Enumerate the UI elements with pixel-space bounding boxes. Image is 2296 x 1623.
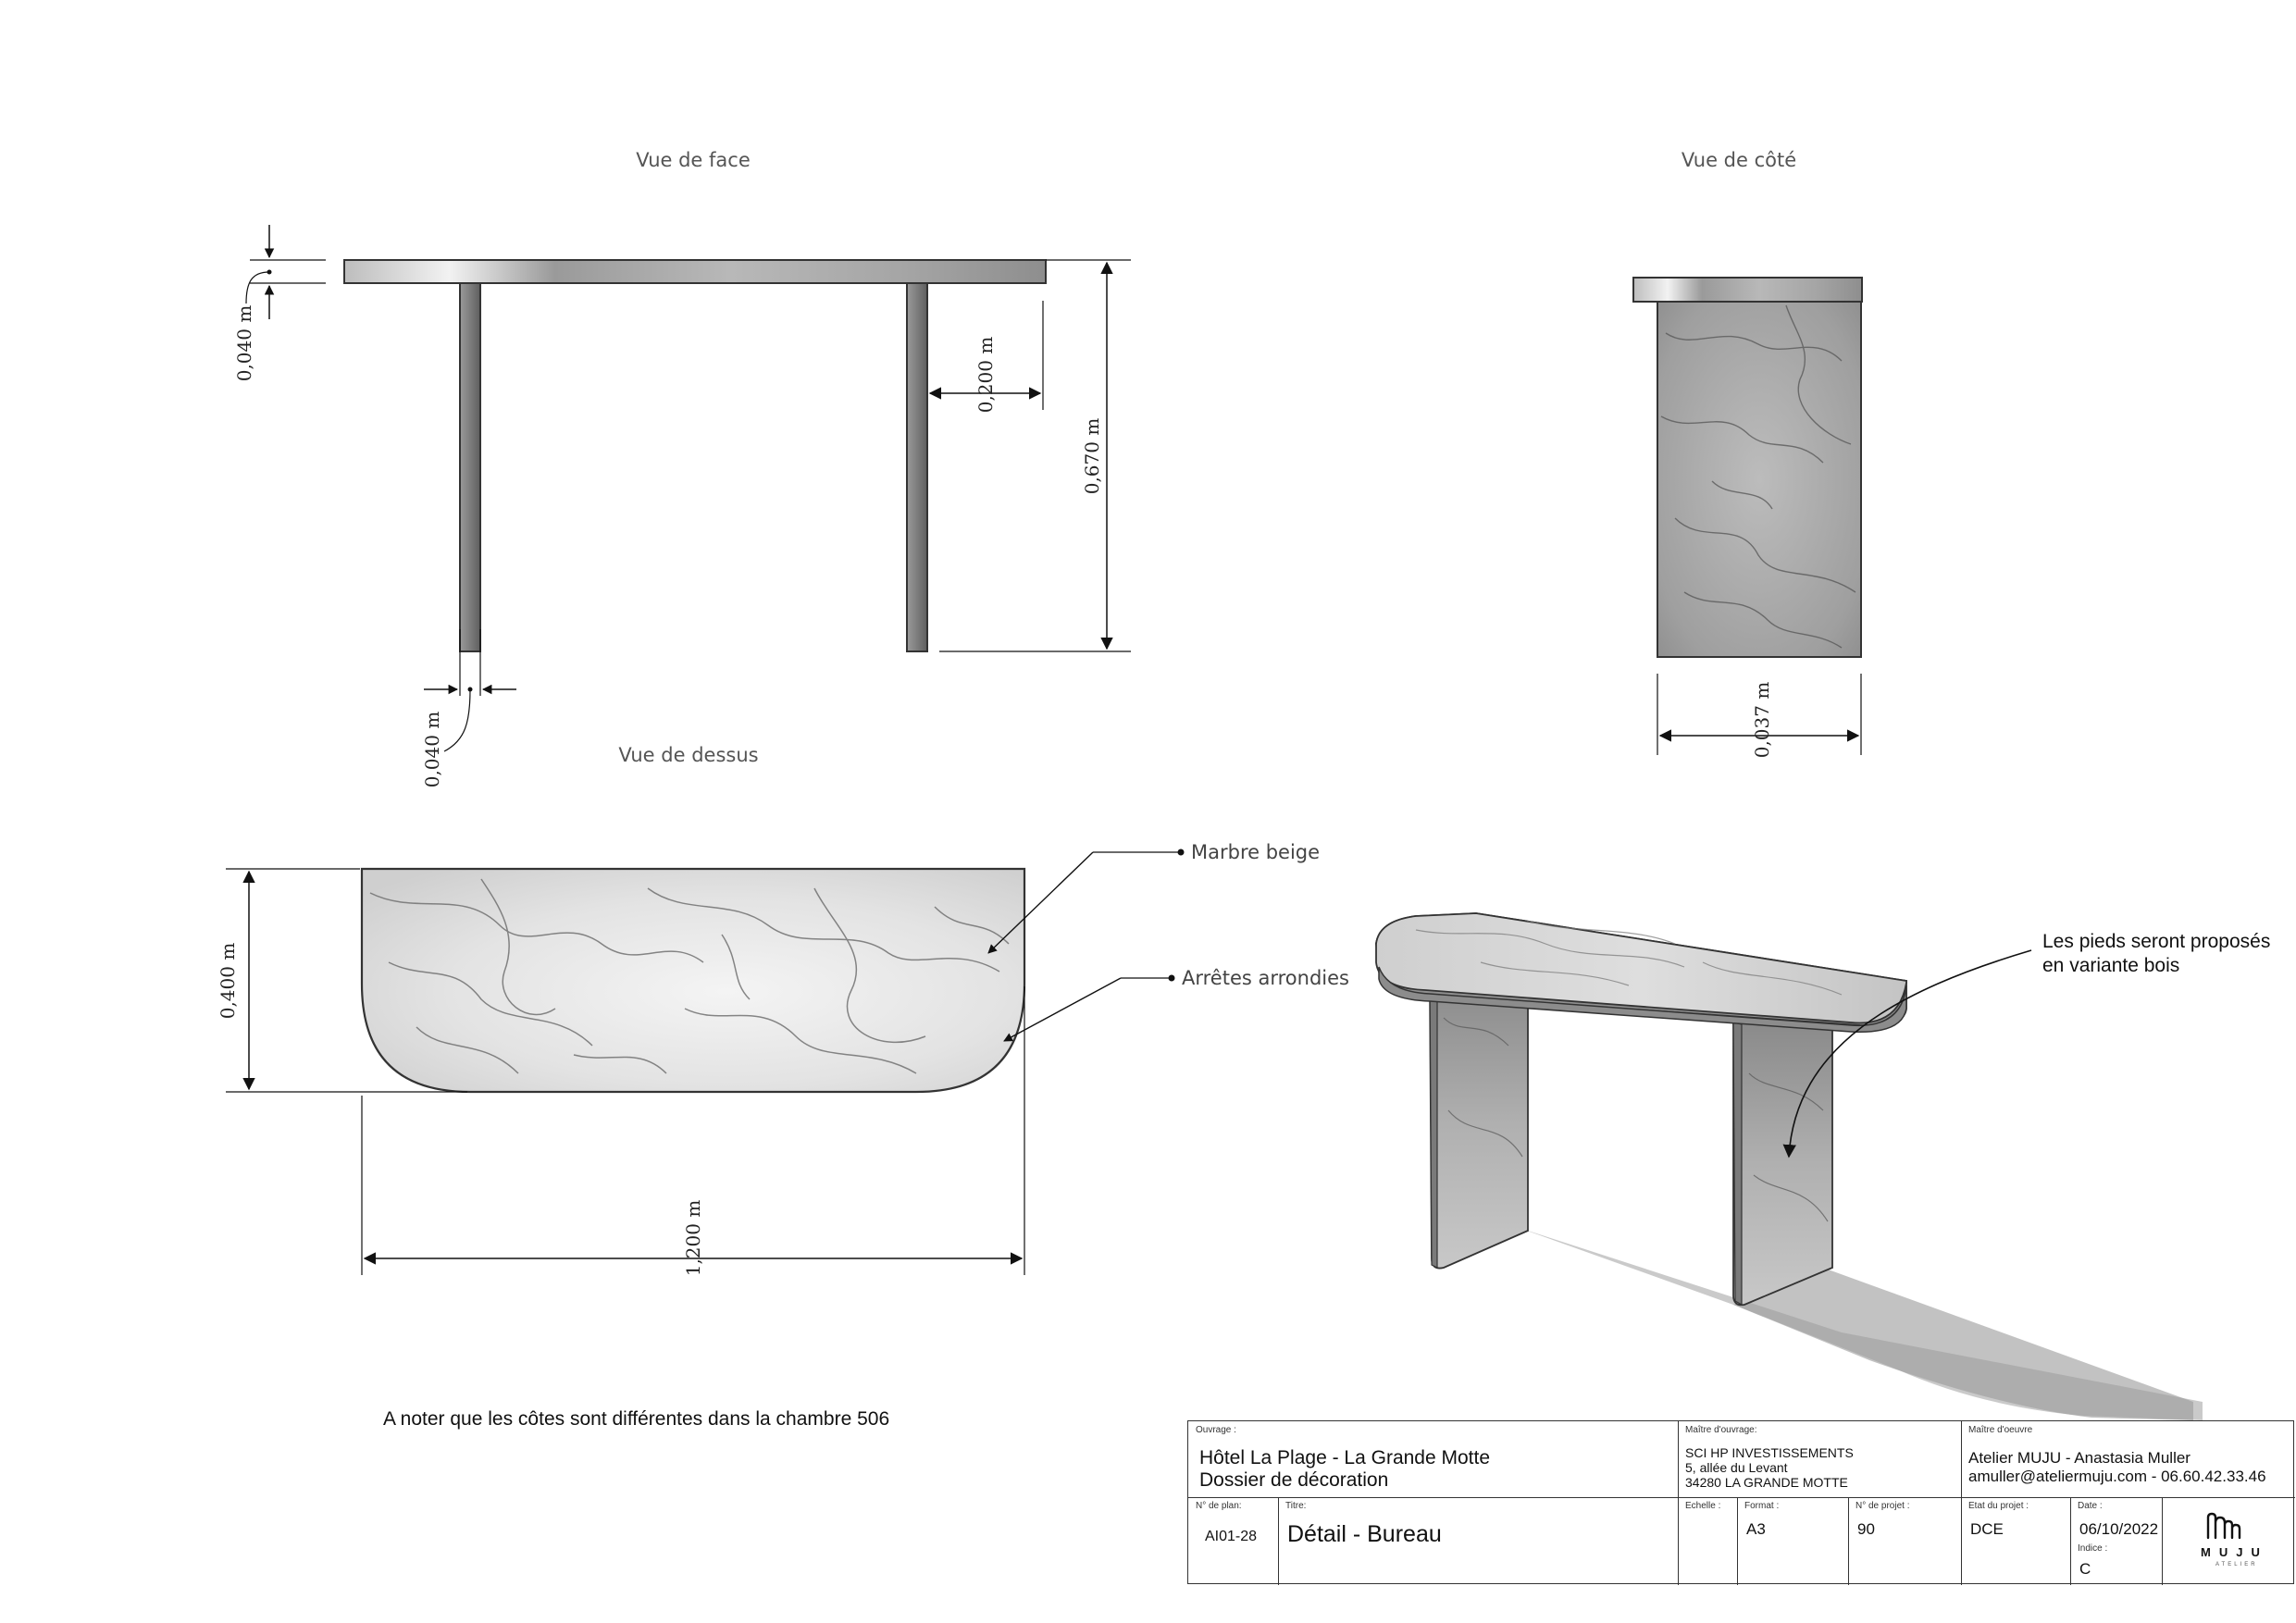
etat-label: Etat du projet : bbox=[1968, 1501, 2029, 1511]
callout-legs-line1: Les pieds seront proposés bbox=[2042, 931, 2271, 952]
moa-line1: SCI HP INVESTISSEMENTS bbox=[1685, 1445, 1854, 1460]
side-tabletop bbox=[1633, 278, 1862, 302]
moa-line2: 5, allée du Levant bbox=[1685, 1460, 1788, 1475]
logo-sub: ATELIER bbox=[2215, 1562, 2258, 1567]
perspective-view bbox=[1376, 913, 2270, 1420]
indice-label: Indice : bbox=[2078, 1543, 2108, 1554]
date-label: Date : bbox=[2078, 1501, 2103, 1511]
dim-depth-label: 0,400 m bbox=[217, 942, 239, 1020]
front-right-leg bbox=[907, 283, 927, 651]
dim-leg-inset bbox=[930, 301, 1043, 413]
titre-label: Titre: bbox=[1285, 1501, 1307, 1511]
callout-material bbox=[988, 841, 1320, 953]
muju-logo-mark-icon bbox=[2205, 1512, 2246, 1540]
title-block bbox=[1187, 1420, 2294, 1584]
callout-legs-line2: en variante bois bbox=[2042, 955, 2180, 976]
dim-length-label: 1,200 m bbox=[682, 1199, 704, 1277]
plan-value: AI01-28 bbox=[1205, 1529, 1258, 1544]
side-view-title: Vue de côté bbox=[1681, 149, 1797, 171]
callout-legs bbox=[1789, 931, 2270, 1157]
etat-value: DCE bbox=[1970, 1520, 2004, 1538]
front-tabletop bbox=[344, 260, 1046, 283]
side-view bbox=[1633, 278, 1862, 758]
top-view bbox=[217, 841, 1349, 1276]
muju-logo bbox=[2162, 1497, 2295, 1585]
indice-value: C bbox=[2079, 1560, 2091, 1578]
echelle-label: Echelle : bbox=[1685, 1501, 1721, 1511]
dim-top-thickness-label: 0,040 m bbox=[233, 304, 255, 382]
side-leg-panel bbox=[1657, 302, 1861, 657]
dim-height bbox=[939, 260, 1131, 651]
titre-value: Détail - Bureau bbox=[1287, 1521, 1442, 1547]
dim-height-label: 0,670 m bbox=[1081, 417, 1103, 495]
ouvrage-label: Ouvrage : bbox=[1196, 1425, 1236, 1435]
persp-left-leg bbox=[1430, 981, 1528, 1269]
front-view-title: Vue de face bbox=[636, 149, 751, 171]
moa-label: Maître d'ouvrage: bbox=[1685, 1425, 1757, 1435]
callout-edges bbox=[1004, 967, 1349, 1041]
format-value: A3 bbox=[1746, 1520, 1766, 1538]
dim-side-width bbox=[1657, 674, 1861, 758]
moe-label: Maître d'oeuvre bbox=[1968, 1425, 2033, 1435]
front-view bbox=[233, 225, 1131, 787]
callout-edges-label: Arrêtes arrondies bbox=[1182, 967, 1349, 989]
date-value: 06/10/2022 bbox=[2079, 1520, 2159, 1538]
dim-leg-thickness bbox=[421, 629, 516, 787]
plan-label: N° de plan: bbox=[1196, 1501, 1242, 1511]
dim-leg-thickness-label: 0,040 m bbox=[421, 711, 443, 788]
room-note: A noter que les côtes sont différentes dans la chambre 506 bbox=[383, 1408, 890, 1430]
dim-leg-inset-label: 0,200 m bbox=[974, 336, 997, 414]
dim-side-width-label: 0,037 m bbox=[1751, 681, 1773, 759]
front-left-leg bbox=[460, 283, 480, 651]
callout-material-label: Marbre beige bbox=[1191, 841, 1321, 863]
persp-right-leg bbox=[1733, 1022, 1832, 1305]
projet-value: 90 bbox=[1857, 1520, 1875, 1538]
projet-label: N° de projet : bbox=[1855, 1501, 1910, 1511]
dim-top-thickness bbox=[233, 225, 326, 381]
ouvrage-line1: Hôtel La Plage - La Grande Motte bbox=[1199, 1447, 1491, 1468]
moe-line2: amuller@ateliermuju.com - 06.60.42.33.46 bbox=[1968, 1468, 2266, 1485]
moe-line1: Atelier MUJU - Anastasia Muller bbox=[1968, 1449, 2191, 1467]
logo-text: MUJU bbox=[2201, 1545, 2268, 1559]
top-view-title: Vue de dessus bbox=[618, 744, 759, 766]
format-label: Format : bbox=[1744, 1501, 1780, 1511]
moa-line3: 34280 LA GRANDE MOTTE bbox=[1685, 1475, 1848, 1490]
ouvrage-line2: Dossier de décoration bbox=[1199, 1469, 1389, 1491]
